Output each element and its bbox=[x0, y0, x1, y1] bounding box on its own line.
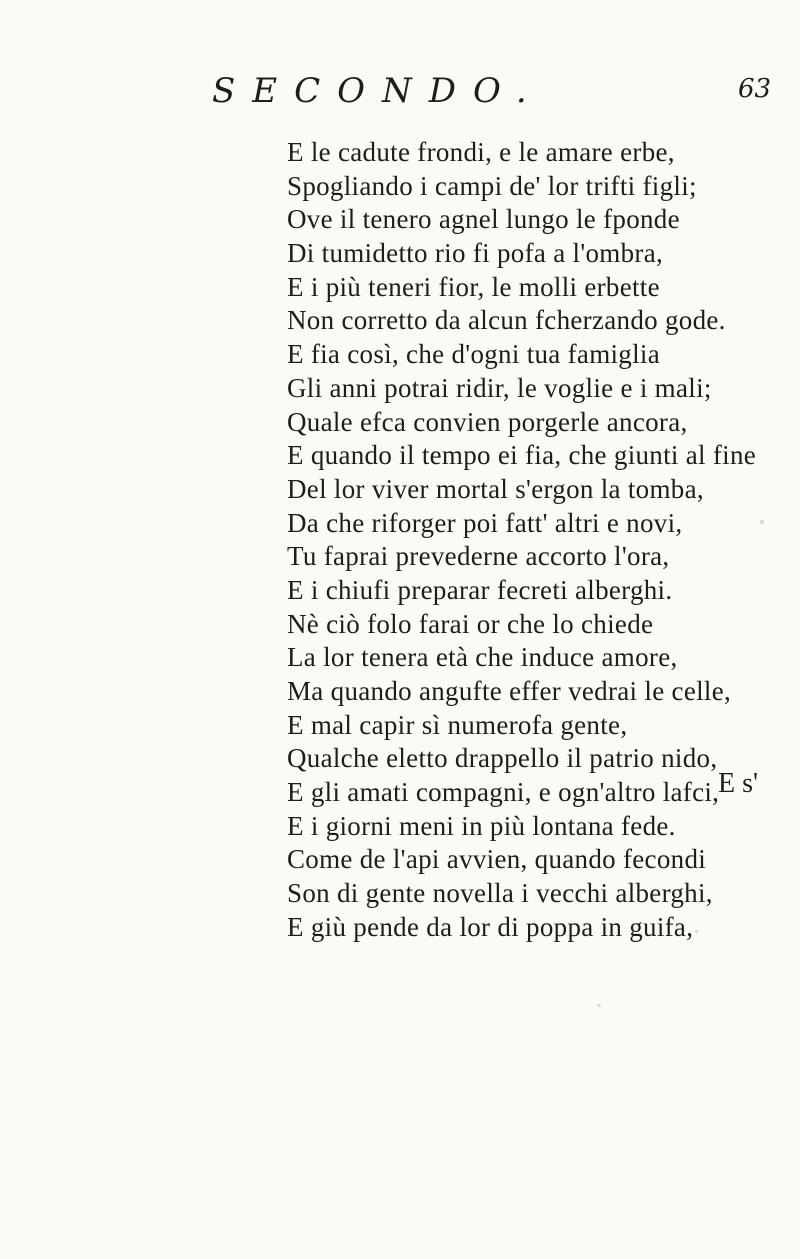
verse-line: Non corretto da alcun fcherzando gode. bbox=[287, 305, 726, 336]
verse-line: E quando il tempo ei fia, che giunti al fine bbox=[287, 440, 757, 471]
page-number: 63 bbox=[738, 74, 772, 104]
verse-line: Ma quando angufte effer vedrai le celle, bbox=[287, 676, 732, 706]
verse-line: Di tumidetto rio fi pofa a l'ombra, bbox=[287, 238, 664, 269]
verse-line: Da che riforger poi fatt' altri e novi, bbox=[287, 507, 683, 538]
verse-line: E gli amati compagni, e ogn'altro lafci, bbox=[287, 777, 720, 808]
verse-line: Come de l'api avvien, quando fecondi bbox=[287, 844, 707, 875]
verse-line: Tu faprai prevederne accorto l'ora, bbox=[287, 541, 670, 572]
verse-line: E i chiufi preparar fecreti alberghi. bbox=[287, 574, 673, 605]
verse-line: Spogliando i campi de' lor trifti figli; bbox=[287, 170, 697, 201]
verse-line: Ove il tenero agnel lungo le fponde bbox=[287, 204, 680, 235]
verse-line: E le cadute frondi, e le amare erbe, bbox=[287, 137, 675, 167]
verse-line: E i più teneri fior, le molli erbette bbox=[287, 271, 660, 302]
verse-line: E giù pende da lor di poppa in guifa, bbox=[287, 911, 694, 942]
verse-line: E fia così, che d'ogni tua famiglia bbox=[287, 339, 660, 370]
verse-line: Qualche eletto drappello il patrio nido, bbox=[287, 743, 718, 774]
verse-line: Nè ciò folo farai or che lo chiede bbox=[287, 608, 654, 639]
verse-text bbox=[287, 136, 787, 945]
catchword: E s' bbox=[718, 768, 759, 799]
paper-speck bbox=[760, 520, 764, 524]
verse-line: Gli anni potrai ridir, le voglie e i mali; bbox=[287, 372, 712, 403]
verse-line: E mal capir sì numerofa gente, bbox=[287, 709, 628, 740]
verse-line: Quale efca convien porgerle ancora, bbox=[287, 406, 688, 437]
verse-line: E i giorni meni in più lontana fede. bbox=[287, 810, 676, 841]
verse-line: Del lor viver mortal s'ergon la tomba, bbox=[287, 473, 704, 504]
verse-line: La lor tenera età che induce amore, bbox=[287, 642, 678, 673]
running-title: SECONDO. bbox=[212, 71, 544, 111]
verse-line: Son di gente novella i vecchi alberghi, bbox=[287, 878, 713, 909]
paper-speck bbox=[597, 1004, 601, 1007]
paper-speck bbox=[695, 930, 698, 933]
